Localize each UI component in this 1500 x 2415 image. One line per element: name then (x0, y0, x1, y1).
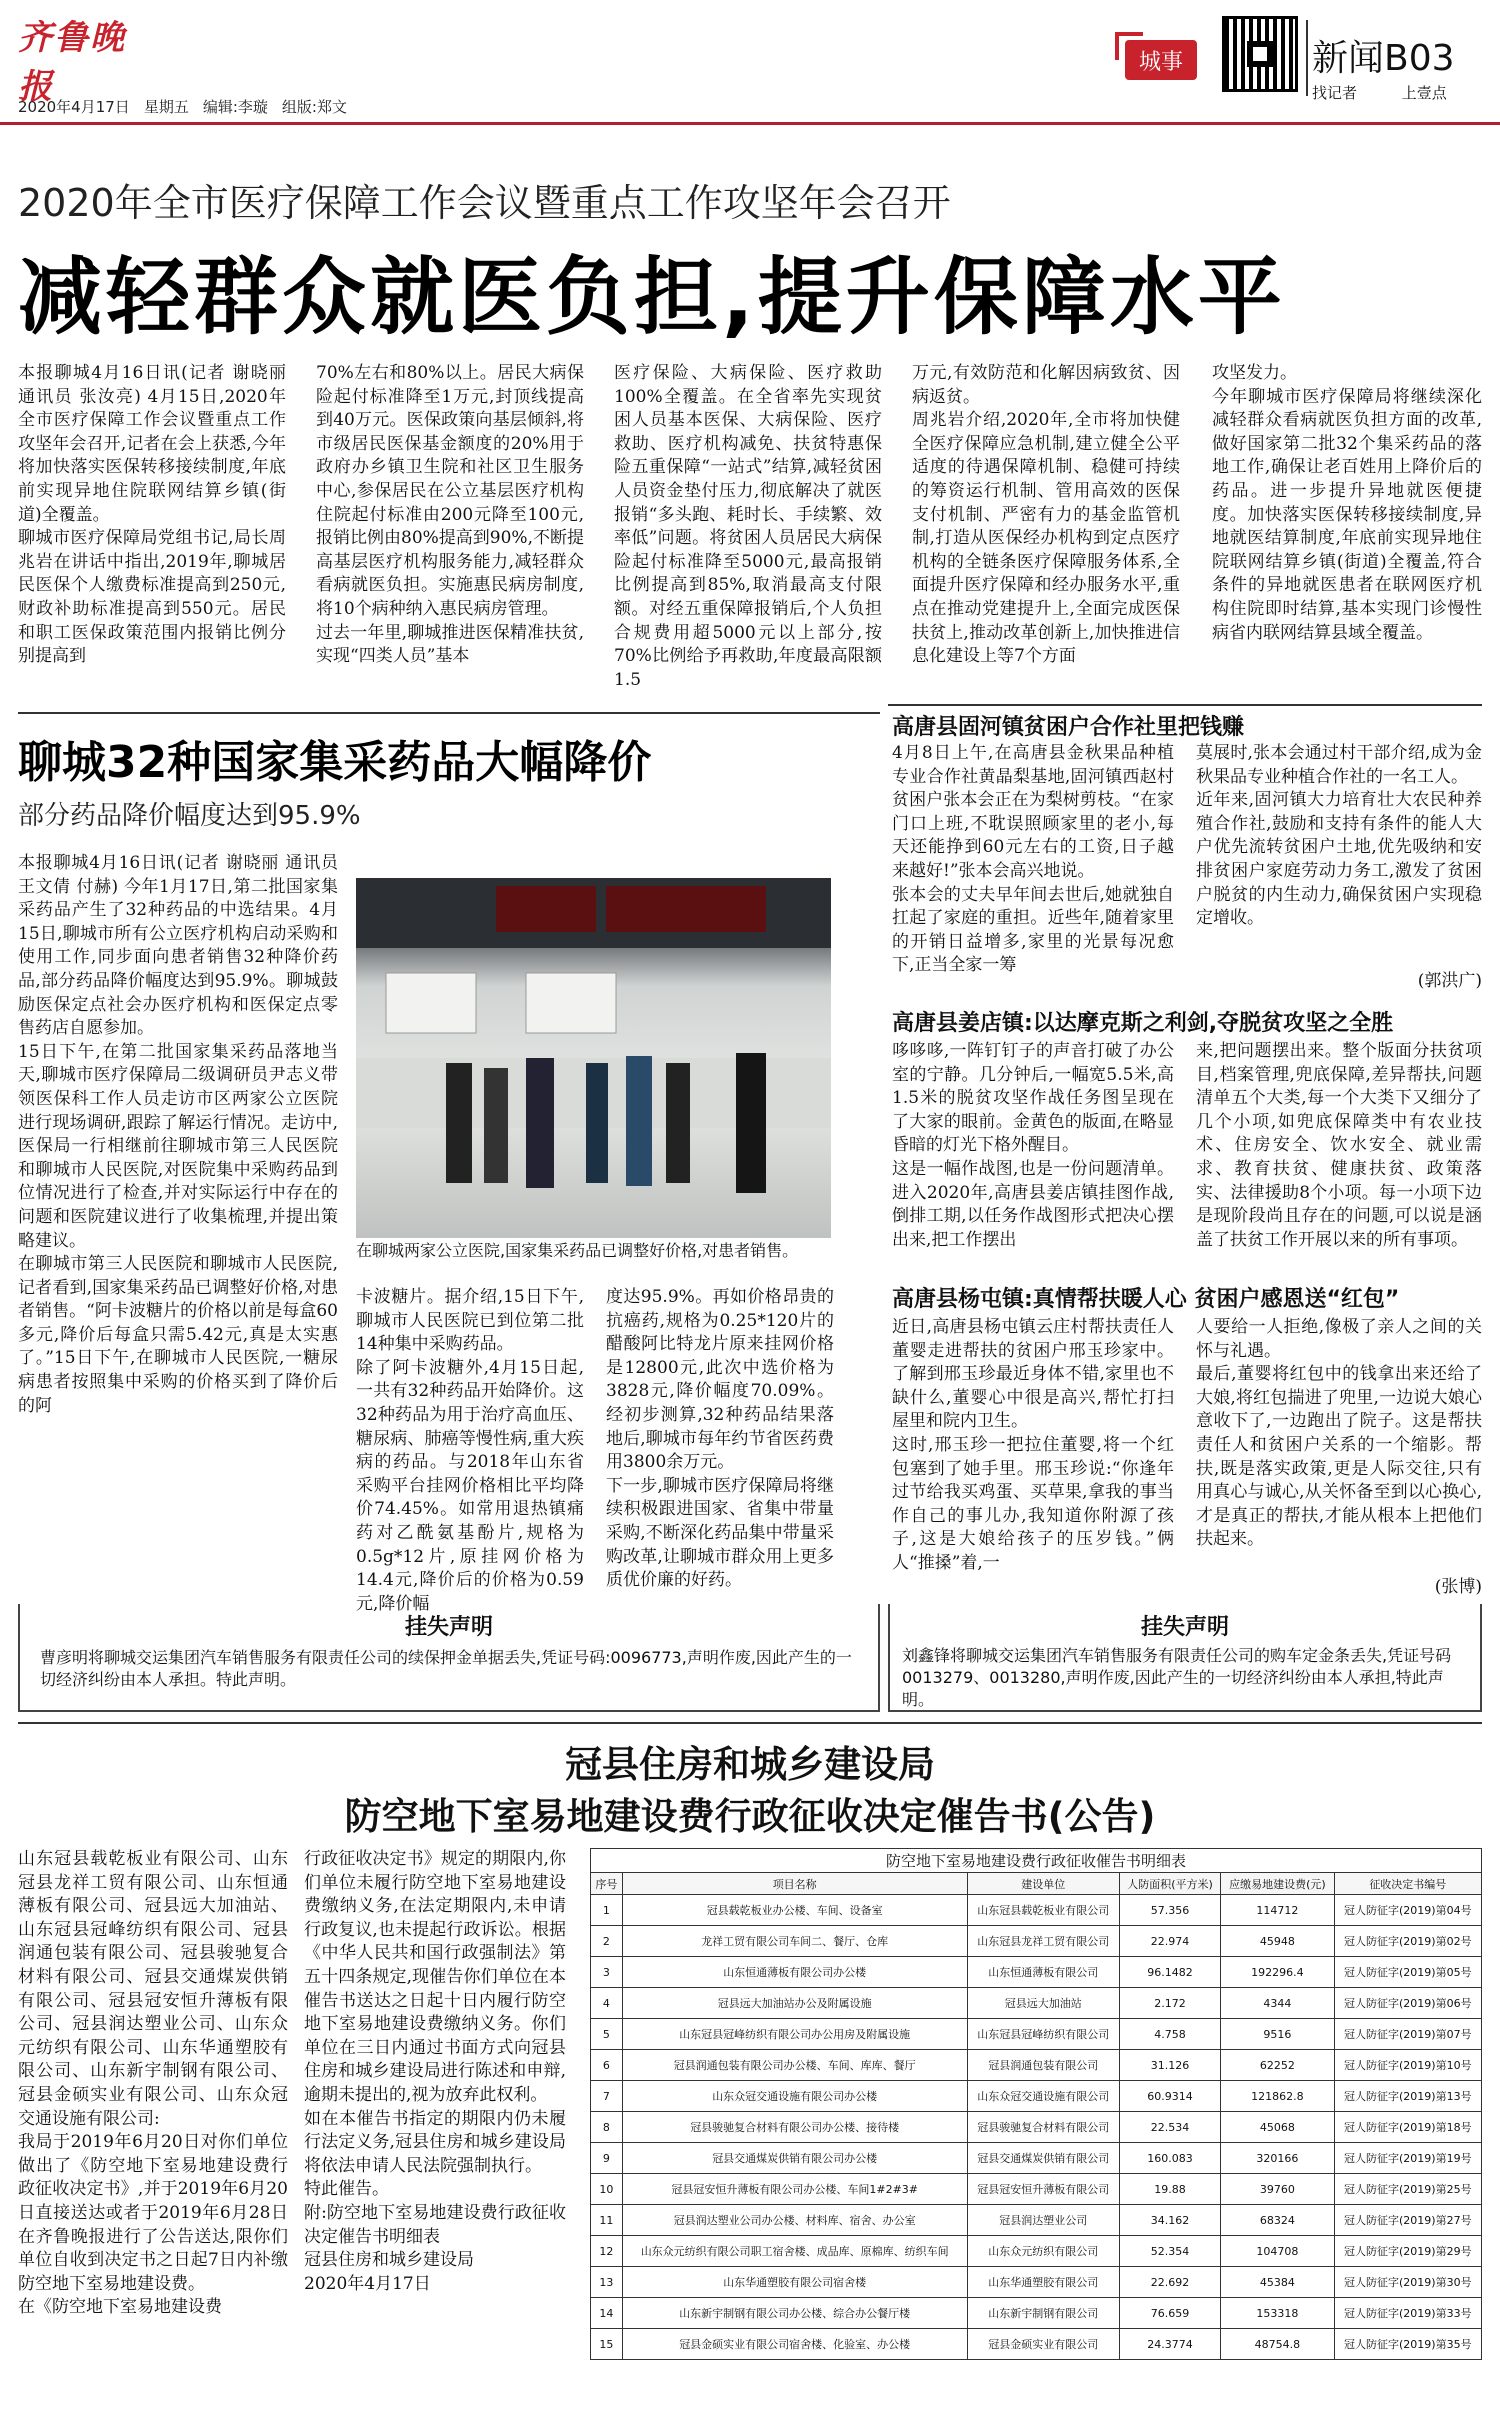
poverty-3-column-a: 近日,高唐县杨屯镇云庄村帮扶责任人董婴走进帮扶的贫困户邢玉珍家中。了解到邢玉珍最近身体不错,家里也不缺什么,董婴心中很是高兴,帮忙打扫屋里和院内卫生。 这时,邢玉珍一把拉住董婴,将一个红包塞到了她手里。邢玉珍说:“你逢年过节给我买鸡蛋、买草果,拿我的事当作自己的事儿办,我知道你附源了孩子,这是大娘给孩子的压岁钱。”俩人“推搡”着,一 (892, 1317, 1174, 1573)
table-cell: 冠人防征字(2019)第33号 (1334, 2298, 1481, 2329)
table-cell: 山东华通塑胶有限公司宿舍楼 (622, 2267, 967, 2298)
table-cell: 山东众冠交通设施有限公司 (967, 2081, 1119, 2112)
table-cell: 57.356 (1119, 1895, 1220, 1926)
ad-title-1: 冠县住房和城乡建设局 (565, 1743, 935, 1786)
table-cell: 冠县润达塑业公司 (967, 2205, 1119, 2236)
section-badge: 城事 (1125, 40, 1197, 80)
table-row (591, 2112, 1482, 2143)
fee-table-title: 防空地下室易地建设费行政征收催告书明细表 (590, 1848, 1482, 1872)
table-cell: 3 (591, 1957, 623, 1988)
table-cell: 96.1482 (1119, 1957, 1220, 1988)
table-cell: 45384 (1221, 2267, 1334, 2298)
fee-table (590, 1848, 1482, 2360)
weekday: 星期五 (143, 98, 189, 116)
table-cell: 冠人防征字(2019)第30号 (1334, 2267, 1481, 2298)
fee-column-header: 建设单位 (967, 1873, 1119, 1895)
table-cell: 山东冠县冠峰纺织有限公司办公用房及附属设施 (622, 2019, 967, 2050)
ad-column-1: 山东冠县载乾板业有限公司、山东冠县龙祥工贸有限公司、山东恒通薄板有限公司、冠县远大加油站、山东冠县冠峰纺织有限公司、冠县润通包装有限公司、冠县骏驰复合材料有限公司、冠县交通煤炭供销有限公司、冠县冠安恒升薄板有限公司、冠县润达塑业公司、山东众元纺织有限公司、山东华通塑胶有限公司、山东新宇制钢有限公司、冠县金硕实业有限公司、山东众冠交通设施有限公司: 我局于2019年6月20日对你们单位做出了《防空地下室易地建设费行政征收决定书》,并于2019年6月20日直接送达或者于2019年6月28日在齐鲁晚报进行了公告送达,限你们单位自收到决定书之日起7日内补缴防空地下室易地建设费。 在《防空地下室易地建设费 (18, 1849, 288, 2318)
table-cell: 冠县远大加油站办公及附属设施 (622, 1988, 967, 2019)
table-cell: 山东众冠交通设施有限公司办公楼 (622, 2081, 967, 2112)
lead-divider (18, 712, 880, 714)
poverty-3-column-b: 人要给一人拒绝,像极了亲人之间的关怀与礼遇。 最后,董婴将红包中的钱拿出来还给了大娘,将红包揣进了兜里,一边说大娘心意收下了,一边跑出了院子。这是帮扶责任人和贫困户关系的一个缩影。帮扶,既是落实政策,更是人际交往,只有用真心与诚心,从关怀备至到以心换心,才是真正的帮扶,才能从根本上把他们扶起来。 (1196, 1317, 1482, 1550)
fee-table-header (591, 1873, 1482, 1895)
designer: 组版:郑文 (281, 98, 347, 116)
newspaper-logo: 齐鲁晚报 (18, 18, 126, 107)
table-cell: 121862.8 (1221, 2081, 1334, 2112)
table-cell: 4344 (1221, 1988, 1334, 2019)
table-cell: 9 (591, 2143, 623, 2174)
table-cell: 22.974 (1119, 1926, 1220, 1957)
poverty-2-column-a: 哆哆哆,一阵钉钉子的声音打破了办公室的宁静。几分钟后,一幅宽5.5米,高1.5米的脱贫攻坚作战任务图呈现在了大家的眼前。金黄色的版面,在略显昏暗的灯光下格外醒目。 这是一幅作战图,也是一份问题清单。进入2020年,高唐县姜店镇挂图作战,倒排工期,以任务作战图形式把决心摆出来,把工作摆出 (892, 1041, 1174, 1250)
notice-right-text: 刘鑫锋将聊城交运集团汽车销售服务有限责任公司的购车定金条丢失,凭证号码0013279、0013280,声明作废,因此产生的一切经济纠纷由本人承担,特此声明。 (902, 1646, 1452, 1709)
drugs-column-3: 度达95.9%。再如价格昂贵的抗癌药,规格为0.25*120片的醋酸阿比特龙片原来挂网价格是12800元,此次中选价格为3828元,降价幅度70.09%。经初步测算,32种药品结果落地后,聊城市每年约节省医药费用3800余万元。 下一步,聊城市医疗保障局将继续积极跟进国家、省集中带量采购,不断深化药品集中带量采购改革,让聊城市群众用上更多质优价廉的好药。 (606, 1287, 834, 1591)
fee-column-header: 项目名称 (622, 1873, 967, 1895)
ad-title-2: 防空地下室易地建设费行政征收决定催告书(公告) (344, 1795, 1156, 1838)
table-cell: 冠县冠安恒升薄板有限公司办公楼、车间1#2#3# (622, 2174, 967, 2205)
contact-line: 找记者 上壹点 (1312, 84, 1447, 102)
table-cell: 48754.8 (1221, 2329, 1334, 2360)
table-cell: 冠人防征字(2019)第06号 (1334, 1988, 1481, 2019)
table-cell: 冠县金硕实业有限公司 (967, 2329, 1119, 2360)
notice-left-title: 挂失声明 (404, 1615, 493, 1640)
table-cell: 11 (591, 2205, 623, 2236)
table-cell: 山东众元纺织有限公司职工宿舍楼、成品库、原棉库、纺织车间 (622, 2236, 967, 2267)
table-cell: 山东众元纺织有限公司 (967, 2236, 1119, 2267)
table-cell: 2 (591, 1926, 623, 1957)
pharmacy-photo (356, 878, 831, 1238)
table-cell: 10 (591, 2174, 623, 2205)
table-cell: 45948 (1221, 1926, 1334, 1957)
photo-caption: 在聊城两家公立医院,国家集采药品已调整好价格,对患者销售。 (356, 1241, 799, 1260)
qr-code-icon (1222, 16, 1298, 92)
table-cell: 1 (591, 1895, 623, 1926)
table-row (591, 2050, 1482, 2081)
table-cell: 冠县载乾板业办公楼、车间、设备室 (622, 1895, 967, 1926)
table-cell: 冠人防征字(2019)第10号 (1334, 2050, 1481, 2081)
fee-table-body (591, 1895, 1482, 2360)
table-cell: 山东冠县载乾板业有限公司 (967, 1895, 1119, 1926)
table-cell: 冠人防征字(2019)第05号 (1334, 1957, 1481, 1988)
notice-right (888, 1604, 1482, 1712)
table-cell: 冠县润通包装有限公司 (967, 2050, 1119, 2081)
table-cell: 68324 (1221, 2205, 1334, 2236)
table-cell: 山东华通塑胶有限公司 (967, 2267, 1119, 2298)
poverty-3-byline: (张博) (1434, 1577, 1482, 1597)
table-cell: 39760 (1221, 2174, 1334, 2205)
table-cell: 153318 (1221, 2298, 1334, 2329)
notice-left (18, 1604, 880, 1712)
table-cell: 4 (591, 1988, 623, 2019)
dateline (18, 96, 361, 117)
table-cell: 19.88 (1119, 2174, 1220, 2205)
table-row (591, 2081, 1482, 2112)
table-cell: 34.162 (1119, 2205, 1220, 2236)
table-cell: 冠县骏驰复合材料有限公司 (967, 2112, 1119, 2143)
table-cell: 192296.4 (1221, 1957, 1334, 1988)
fee-column-header: 人防面积(平方米) (1119, 1873, 1220, 1895)
table-cell: 45068 (1221, 2112, 1334, 2143)
table-row (591, 2143, 1482, 2174)
table-cell: 山东恒通薄板有限公司 (967, 1957, 1119, 1988)
table-row (591, 2298, 1482, 2329)
table-cell: 14 (591, 2298, 623, 2329)
table-cell: 4.758 (1119, 2019, 1220, 2050)
table-cell: 山东冠县龙祥工贸有限公司 (967, 1926, 1119, 1957)
table-cell: 冠县交通煤炭供销有限公司办公楼 (622, 2143, 967, 2174)
drugs-column-1: 本报聊城4月16日讯(记者 谢晓丽 通讯员 王文倩 付赫) 今年1月17日,第二批国家集采药品产生了32种药品的中选结果。4月15日,聊城市所有公立医疗机构启动采购和使用工作,同步面向患者销售32种降价药品,部分药品降价幅度达到95.9%。聊城鼓励医保定点社会办医疗机构和医保定点零售药店自愿参加。 15日下午,在第二批国家集采药品落地当天,聊城市医疗保障局二级调研员尹志义带领医保科工作人员走访市区两家公立医院进行现场调研,跟踪了解运行情况。走访中,医保局一行相继前往聊城市第三人民医院和聊城市人民医院,对医院集中采购药品到位情况进行了检查,并对实际运行中存在的问题和医院建议进行了收集梳理,并提出策略建议。 在聊城市第三人民医院和聊城市人民医院,记者看到,国家集采药品已调整好价格,对患者销售。“阿卡波糖片的价格以前是每盒60多元,降价后每盒只需5.42元,真是太实惠了。”15日下午,在聊城市人民医院,一糖尿病患者按照集中采购的价格买到了降价后的阿 (18, 853, 338, 1416)
table-cell: 160.083 (1119, 2143, 1220, 2174)
lead-column-4: 万元,有效防范和化解因病致贫、因病返贫。 周兆岩介绍,2020年,全市将加快健全医疗保障应急机制,建立健全公平适度的待遇保障机制、稳健可持续的筹资运行机制、管用高效的医保支付机制、严密有力的基金监管机制,打造从医保经办机构到定点医疗机构的全链条医疗保障服务体系,全面提升医疗保障和经办服务水平,重点在推动党建提升上,全面完成医保扶贫上,推动改革创新上,加快推进信息化建设上等7个方面 (912, 363, 1180, 667)
table-cell: 山东恒通薄板有限公司办公楼 (622, 1957, 967, 1988)
poverty-divider (888, 704, 1482, 706)
table-cell: 冠县润达塑业公司办公楼、材料库、宿舍、办公室 (622, 2205, 967, 2236)
drugs-column-2: 卡波糖片。据介绍,15日下午,聊城市人民医院已到位第二批14种集中采购药品。 除了阿卡波糖外,4月15日起,一共有32种药品开始降价。这32种药品为用于治疗高血压、糖尿病、肺癌等慢性病,重大疾病的药品。与2018年山东省采购平台挂网价格相比平均降价74.45%。如常用退热镇痛药对乙酰氨基酚片,规格为0.5g*12片,原挂网价格为14.4元,降价后的价格为0.59元,降价幅 (356, 1287, 584, 1614)
ad-column-2: 行政征收决定书》规定的期限内,你们单位未履行防空地下室易地建设费缴纳义务,在法定期限内,未申请行政复议,也未提起行政诉讼。根据《中华人民共和国行政强制法》第五十四条规定,现催告你们单位在本催告书送达之日起十日内履行防空地下室易地建设费缴纳义务。你们单位在三日内通过书面方式向冠县住房和城乡建设局进行陈述和申辩,逾期未提出的,视为放弃此权利。 如在本催告书指定的期限内仍未履行法定义务,冠县住房和城乡建设局将依法申请人民法院强制执行。 特此催告。 附:防空地下室易地建设费行政征收决定催告书明细表 冠县住房和城乡建设局 2020年4月17日 (304, 1849, 566, 2294)
table-cell: 冠县远大加油站 (967, 1988, 1119, 2019)
lead-kicker: 2020年全市医疗保障工作会议暨重点工作攻坚年会召开 (18, 181, 951, 225)
lead-column-5: 攻坚发力。 今年聊城市医疗保障局将继续深化减轻群众看病就医负担方面的改革,做好国家第二批32个集采药品的落地工作,确保让老百姓用上降价后的药品。进一步提升异地就医便捷度。加快落实医保转移接续制度,异地就医结算制度,年底前实现异地住院联网结算乡镇(街道)全覆盖,符合条件的异地就医患者在联网医疗机构住院即时结算,基本实现门诊慢性病省内联网结算县域全覆盖。 (1212, 363, 1482, 643)
table-row (591, 2174, 1482, 2205)
table-cell: 冠县交通煤炭供销有限公司 (967, 2143, 1119, 2174)
fee-column-header: 应缴易地建设费(元) (1221, 1873, 1334, 1895)
table-cell: 冠人防征字(2019)第04号 (1334, 1895, 1481, 1926)
table-cell: 冠人防征字(2019)第13号 (1334, 2081, 1481, 2112)
issue-date: 2020年4月17日 (18, 98, 130, 116)
table-cell: 冠人防征字(2019)第02号 (1334, 1926, 1481, 1957)
table-cell: 冠县冠安恒升薄板有限公司 (967, 2174, 1119, 2205)
table-cell: 9516 (1221, 2019, 1334, 2050)
header-divider (1306, 20, 1308, 96)
editor: 编辑:李璇 (202, 98, 268, 116)
header-rule (0, 122, 1500, 125)
poverty-1-column-b: 莫展时,张本会通过村干部介绍,成为金秋果品专业种植合作社的一名工人。 近年来,固河镇大力培育壮大农民种养殖合作社,鼓励和支持有条件的能人大户优先流转贫困户土地,优先吸纳和安排贫困户家庭劳动力务工,激发了贫困户脱贫的内生动力,确保贫困户实现稳定增收。 (1196, 743, 1482, 929)
table-cell: 7 (591, 2081, 623, 2112)
table-row (591, 2236, 1482, 2267)
table-row (591, 1988, 1482, 2019)
table-cell: 60.9314 (1119, 2081, 1220, 2112)
table-cell: 22.534 (1119, 2112, 1220, 2143)
table-cell: 冠人防征字(2019)第25号 (1334, 2174, 1481, 2205)
table-row (591, 2205, 1482, 2236)
table-row (591, 2267, 1482, 2298)
table-cell: 冠人防征字(2019)第29号 (1334, 2236, 1481, 2267)
table-cell: 龙祥工贸有限公司车间二、餐厅、仓库 (622, 1926, 967, 1957)
fee-column-header: 序号 (591, 1873, 623, 1895)
table-cell: 24.3774 (1119, 2329, 1220, 2360)
table-cell: 冠县润通包装有限公司办公楼、车间、库库、餐厅 (622, 2050, 967, 2081)
table-cell: 山东冠县冠峰纺织有限公司 (967, 2019, 1119, 2050)
table-cell: 山东新宇制钢有限公司 (967, 2298, 1119, 2329)
notice-left-text: 曹彦明将聊城交运集团汽车销售服务有限责任公司的续保押金单据丢失,凭证号码:0096773,声明作废,因此产生的一切经济纠纷由本人承担。特此声明。 (40, 1648, 852, 1689)
notice-right-title: 挂失声明 (1140, 1615, 1229, 1640)
table-cell: 12 (591, 2236, 623, 2267)
table-cell: 冠人防征字(2019)第18号 (1334, 2112, 1481, 2143)
poverty-headline-2: 高唐县姜店镇:以达摩克斯之利剑,夺脱贫攻坚之全胜 (892, 1011, 1394, 1036)
drugs-subhead: 部分药品降价幅度达到95.9% (18, 801, 361, 831)
table-cell: 52.354 (1119, 2236, 1220, 2267)
poverty-1-byline: (郭洪广) (1417, 971, 1482, 991)
table-row (591, 1926, 1482, 1957)
table-cell: 冠人防征字(2019)第19号 (1334, 2143, 1481, 2174)
table-cell: 31.126 (1119, 2050, 1220, 2081)
table-row (591, 2329, 1482, 2360)
table-row (591, 1957, 1482, 1988)
lead-column-1: 本报聊城4月16日讯(记者 谢晓丽 通讯员 张汝亮) 4月15日,2020年全市医疗保障工作会议暨重点工作攻坚年会召开,记者在会上获悉,今年将加快落实医保转移接续制度,年底前实现异地住院联网结算乡镇(街道)全覆盖。 聊城市医疗保障局党组书记,局长周兆岩在讲话中指出,2019年,聊城居民医保个人缴费标准提高到250元,财政补助标准提高到550元。居民和职工医保政策范围内报销比例分别提高到 (18, 363, 286, 667)
table-cell: 320166 (1221, 2143, 1334, 2174)
table-cell: 冠人防征字(2019)第27号 (1334, 2205, 1481, 2236)
table-cell: 114712 (1221, 1895, 1334, 1926)
drugs-headline: 聊城32种国家集采药品大幅降价 (18, 737, 652, 788)
table-cell: 62252 (1221, 2050, 1334, 2081)
lead-headline: 减轻群众就医负担,提升保障水平 (18, 248, 1286, 346)
table-cell: 22.692 (1119, 2267, 1220, 2298)
table-cell: 2.172 (1119, 1988, 1220, 2019)
fee-column-header: 征收决定书编号 (1334, 1873, 1481, 1895)
table-cell: 冠县金硕实业有限公司宿舍楼、化验室、办公楼 (622, 2329, 967, 2360)
page-section: 新闻B03 (1312, 38, 1455, 79)
poverty-headline-1: 高唐县固河镇贫困户合作社里把钱赚 (892, 715, 1245, 740)
poverty-2-column-b: 来,把问题摆出来。整个版面分扶贫项目,档案管理,兜底保障,差异帮扶,问题清单五个大类,每一个大类下又细分了几个小项,如兜底保障类中有农业技术、住房安全、饮水安全、就业需求、教育扶贫、健康扶贫、政策落实、法律援助8个小项。每一小项下边是现阶段尚且存在的问题,可以说是涵盖了扶贫工作开展以来的所有事项。 (1196, 1041, 1482, 1250)
table-row (591, 1895, 1482, 1926)
table-cell: 山东新宇制钢有限公司办公楼、综合办公餐厅楼 (622, 2298, 967, 2329)
table-cell: 76.659 (1119, 2298, 1220, 2329)
table-cell: 6 (591, 2050, 623, 2081)
table-cell: 冠县骏驰复合材料有限公司办公楼、接待楼 (622, 2112, 967, 2143)
table-cell: 冠人防征字(2019)第07号 (1334, 2019, 1481, 2050)
table-cell: 8 (591, 2112, 623, 2143)
table-cell: 15 (591, 2329, 623, 2360)
table-row (591, 2019, 1482, 2050)
fee-table-grid (590, 1872, 1482, 2360)
table-cell: 冠人防征字(2019)第35号 (1334, 2329, 1481, 2360)
table-cell: 5 (591, 2019, 623, 2050)
poverty-headline-3: 高唐县杨屯镇:真情帮扶暖人心 贫困户感恩送“红包” (892, 1287, 1400, 1312)
table-cell: 13 (591, 2267, 623, 2298)
ad-divider (18, 1722, 1482, 1724)
table-cell: 104708 (1221, 2236, 1334, 2267)
lead-column-3: 医疗保险、大病保险、医疗救助100%全覆盖。在全省率先实现贫困人员基本医保、大病保险、医疗救助、医疗机构减免、扶贫特惠保险五重保障“一站式”结算,减轻贫困人员资金垫付压力,彻底解决了就医报销“多头跑、耗时长、手续繁、效率低”问题。将贫困人员居民大病保险起付标准降至5000元,最高报销比例提高到85%,取消最高支付限额。对经五重保障报销后,个人负担合规费用超5000元以上部分,按70%比例给予再救助,年度最高限额1.5 (614, 363, 882, 690)
lead-column-2: 70%左右和80%以上。居民大病保险起付标准降至1万元,封顶线提高到40万元。医保政策向基层倾斜,将市级居民医保基金额度的20%用于政府办乡镇卫生院和社区卫生服务中心,参保居民在公立基层医疗机构住院起付标准由200元降至100元,报销比例由80%提高到90%,不断提高基层医疗机构服务能力,减轻群众看病就医负担。实施惠民病房制度,将10个病种纳入惠民病房管理。 过去一年里,聊城推进医保精准扶贫,实现“四类人员”基本 (316, 363, 584, 667)
poverty-1-column-a: 4月8日上午,在高唐县金秋果品种植专业合作社黄晶梨基地,固河镇西赵村贫困户张本会正在为梨树剪枝。“在家门口上班,不耽误照顾家里的老小,每天还能挣到60元左右的工资,日子越来越好!”张本会高兴地说。 张本会的丈夫早年间去世后,她就独自扛起了家庭的重担。近些年,随着家里的开销日益增多,家里的光景每况愈下,正当全家一筹 (892, 743, 1174, 976)
